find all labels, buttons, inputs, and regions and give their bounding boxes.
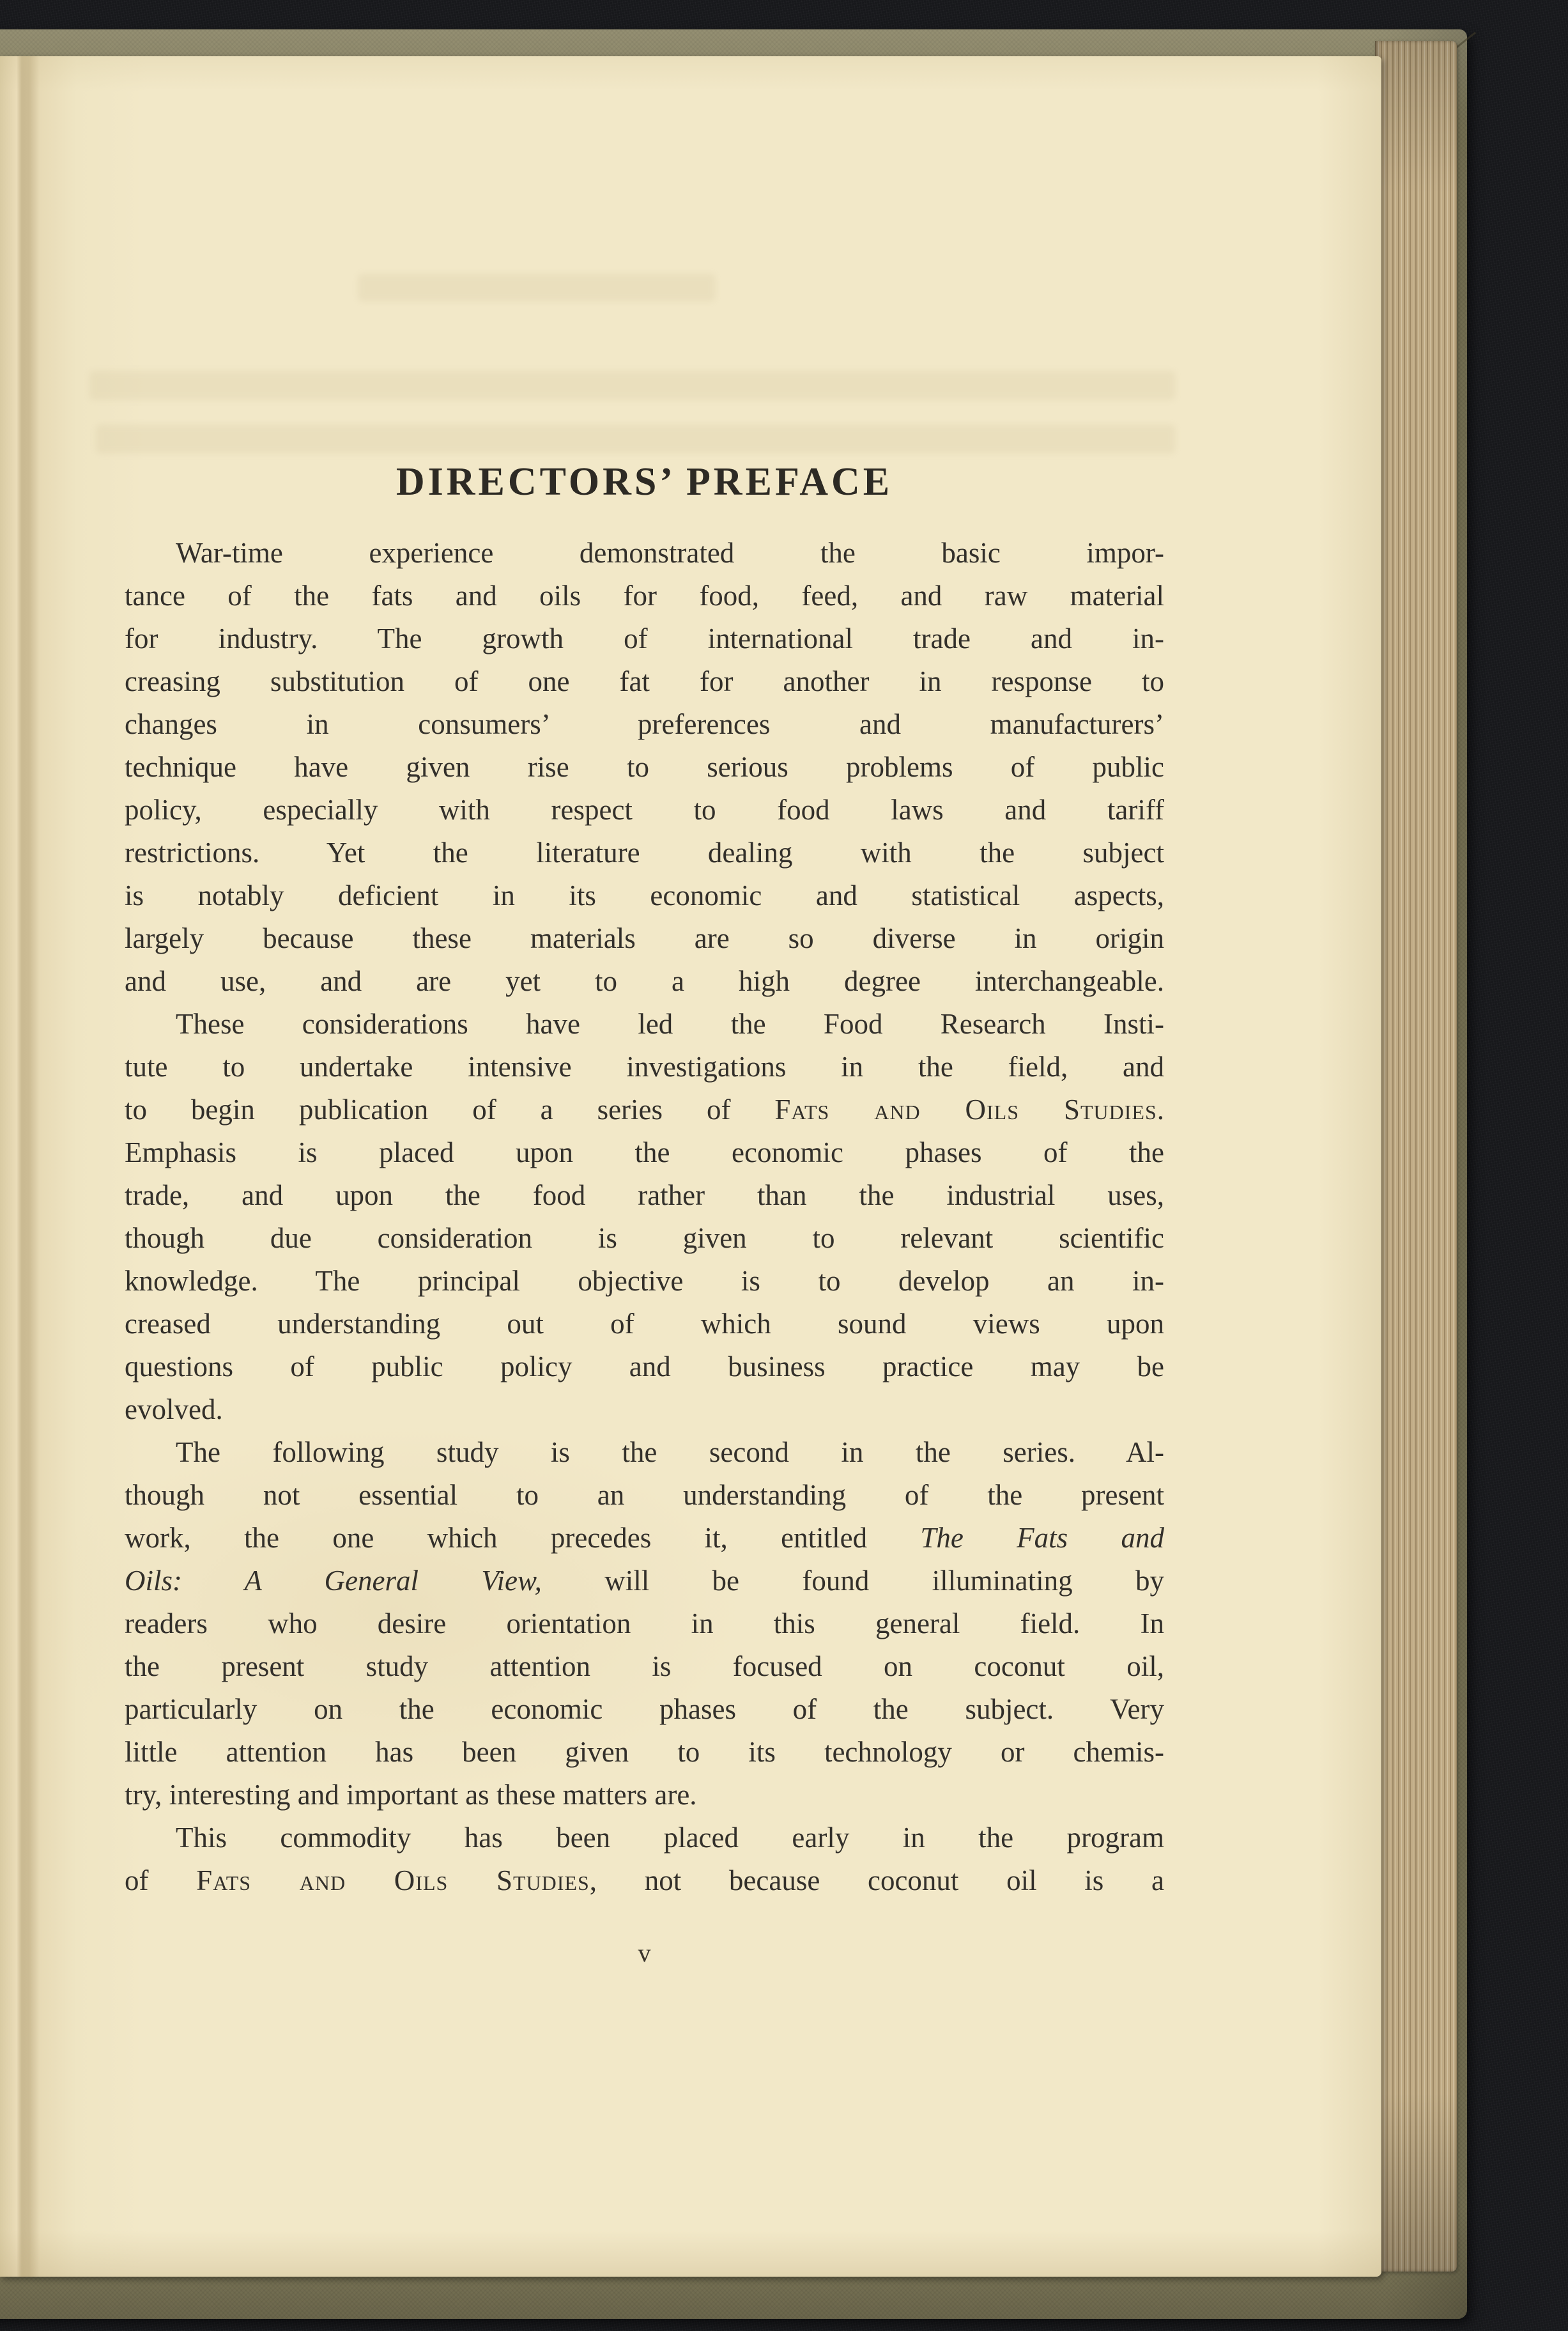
text-line [125, 746, 1164, 789]
text-segment: tance of the fats and oils for food, feed, and raw material [125, 580, 1164, 612]
text-line [125, 1003, 1164, 1046]
text-line [125, 1303, 1164, 1345]
text-segment: , not because coconut oil is a [589, 1864, 1164, 1896]
paragraph [125, 1816, 1164, 1902]
text-line [125, 960, 1164, 1003]
text-segment: of [125, 1864, 197, 1896]
text-segment: creased understanding out of which sound views upon [125, 1308, 1164, 1340]
text-line [125, 789, 1164, 832]
text-segment-smallcaps: Fats and Oils Studies [774, 1094, 1157, 1126]
text-line [125, 1260, 1164, 1303]
text-segment-italic: Oils: A General View, [125, 1565, 542, 1597]
text-segment: the present study attention is focused on coconut oil, [125, 1650, 1164, 1682]
text-line [125, 1388, 1164, 1431]
text-line [125, 532, 1164, 575]
text-segment: evolved. [125, 1393, 223, 1425]
text-segment: is notably deficient in its economic and statistical aspects, [125, 879, 1164, 911]
text-line [125, 1774, 1164, 1816]
text-segment-smallcaps: Fats and Oils Studies [196, 1864, 590, 1896]
text-line [125, 1131, 1164, 1174]
text-segment: trade, and upon the food rather than the industrial uses, [125, 1179, 1164, 1211]
text-segment: work, the one which precedes it, entitled [125, 1522, 921, 1554]
text-line [125, 1474, 1164, 1517]
text-line [125, 917, 1164, 960]
text-segment: changes in consumers’ preferences and manufacturers’ [125, 708, 1164, 740]
paragraph [125, 532, 1164, 1003]
text-line [125, 1345, 1164, 1388]
text-line [125, 703, 1164, 746]
text-segment: largely because these materials are so diverse in origin [125, 922, 1164, 954]
text-line [125, 1645, 1164, 1688]
text-line [125, 1046, 1164, 1088]
text-segment: These considerations have led the Food Research Insti- [176, 1008, 1164, 1040]
text-segment: This commodity has been placed early in the program [176, 1822, 1164, 1854]
text-segment: questions of public policy and business practice may be [125, 1351, 1164, 1382]
text-line [125, 1174, 1164, 1217]
text-line [125, 575, 1164, 617]
text-segment-italic: The Fats and [920, 1522, 1164, 1554]
text-segment: for industry. The growth of international trade and in- [125, 623, 1164, 654]
text-line [125, 1688, 1164, 1731]
text-segment: . [1157, 1094, 1164, 1126]
text-segment: little attention has been given to its technology or chemis- [125, 1736, 1164, 1768]
text-line [125, 1602, 1164, 1645]
text-line [125, 1088, 1164, 1131]
ghost-showthrough [358, 274, 716, 302]
text-segment: tute to undertake intensive investigations in the field, and [125, 1051, 1164, 1083]
text-segment: Emphasis is placed upon the economic phases of the [125, 1136, 1164, 1168]
text-segment: though due consideration is given to relevant scientific [125, 1222, 1164, 1254]
text-line [125, 660, 1164, 703]
text-line [125, 1816, 1164, 1859]
text-segment: War-time experience demonstrated the basic impor- [176, 537, 1164, 569]
paragraph [125, 1003, 1164, 1431]
text-line [125, 1859, 1164, 1902]
page-title: DIRECTORS’ PREFACE [396, 460, 893, 504]
text-line [125, 832, 1164, 874]
text-segment: technique have given rise to serious problems of public [125, 751, 1164, 783]
text-line [125, 1517, 1164, 1560]
text-segment: try, interesting and important as these matters are. [125, 1779, 697, 1811]
text-line [125, 1731, 1164, 1774]
text-line [125, 1560, 1164, 1602]
text-segment: restrictions. Yet the literature dealing with the subject [125, 837, 1164, 869]
text-line [125, 1217, 1164, 1260]
text-segment: will be found illuminating by [541, 1565, 1164, 1597]
ghost-showthrough [89, 371, 1176, 400]
text-segment: readers who desire orientation in this general field. In [125, 1607, 1164, 1639]
text-line [125, 874, 1164, 917]
text-segment: and use, and are yet to a high degree interchangeable. [125, 965, 1164, 997]
text-segment: The following study is the second in the series. Al- [176, 1436, 1164, 1468]
paragraph [125, 1431, 1164, 1816]
text-line [125, 1431, 1164, 1474]
page-number: v [638, 1939, 651, 1967]
page-stack-fore-edge [1375, 41, 1457, 2272]
text-segment: creasing substitution of one fat for another in response to [125, 665, 1164, 697]
text-segment: particularly on the economic phases of the subject. Very [125, 1693, 1164, 1725]
text-line [125, 617, 1164, 660]
text-segment: knowledge. The principal objective is to develop an in- [125, 1265, 1164, 1297]
text-block [125, 461, 1164, 1902]
ghost-showthrough [96, 424, 1176, 454]
text-segment: though not essential to an understanding of the present [125, 1479, 1164, 1511]
text-segment: policy, especially with respect to food laws and tariff [125, 794, 1164, 826]
text-segment: to begin publication of a series of [125, 1094, 775, 1126]
